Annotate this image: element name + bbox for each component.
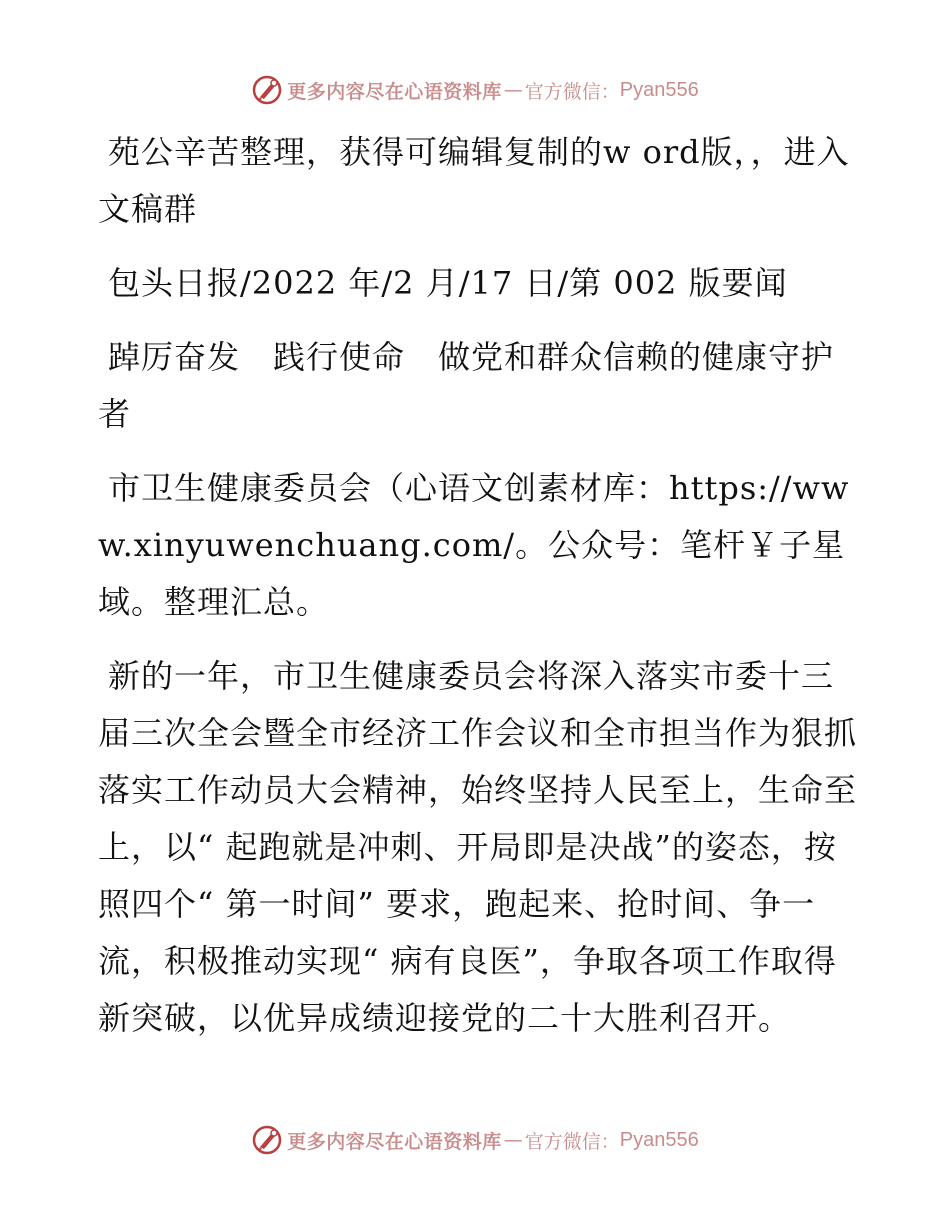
- watermark-brand: 更多内容尽在心语资料库: [287, 80, 502, 103]
- source-line: 包头日报/2022 年/2 月/17 日/第 002 版要闻: [108, 264, 788, 302]
- watermark-official: 官方微信：: [524, 80, 620, 103]
- pen-logo-icon: [251, 74, 283, 106]
- body-paragraph: 新的一年，市卫生健康委员会将深入落实市委十三届三次全会暨全市经济工作会议和全市担当作为狠抓落实工作动员大会精神，始终坚持人民至上，生命至上，以“ 起跑就是冲刺、开局即是决战”的姿态，按照四个“ 第一时间” 要求，跑起来、抢时间、争一流，积极推动实现“ 病有良医”，争取各项工作取得新突破，以优异成绩迎接党的二十大胜利召开。: [98, 657, 858, 1037]
- watermark-dash: —: [503, 1129, 523, 1151]
- pen-logo-icon: [251, 1124, 283, 1156]
- watermark-handle: Pyan556: [619, 1128, 699, 1151]
- intro-paragraph: 苑公辛苦整理，获得可编辑复制的w ord版，，进入文稿群: [98, 133, 850, 228]
- watermark-handle: Pyan556: [619, 78, 699, 101]
- document-body: [98, 124, 858, 1064]
- watermark-brand: 更多内容尽在心语资料库: [287, 1130, 502, 1153]
- watermark-dash: —: [503, 79, 523, 101]
- watermark-official: 官方微信：: [524, 1130, 620, 1153]
- article-title: 踔厉奋发 践行使命 做党和群众信赖的健康守护者: [98, 338, 835, 433]
- footer-watermark: [0, 1120, 950, 1160]
- header-watermark: [0, 70, 950, 110]
- author-line: 市卫生健康委员会（心语文创素材库：https://www.xinyuwenchuang.com/。公众号：笔杆￥子星域。整理汇总。: [98, 469, 850, 621]
